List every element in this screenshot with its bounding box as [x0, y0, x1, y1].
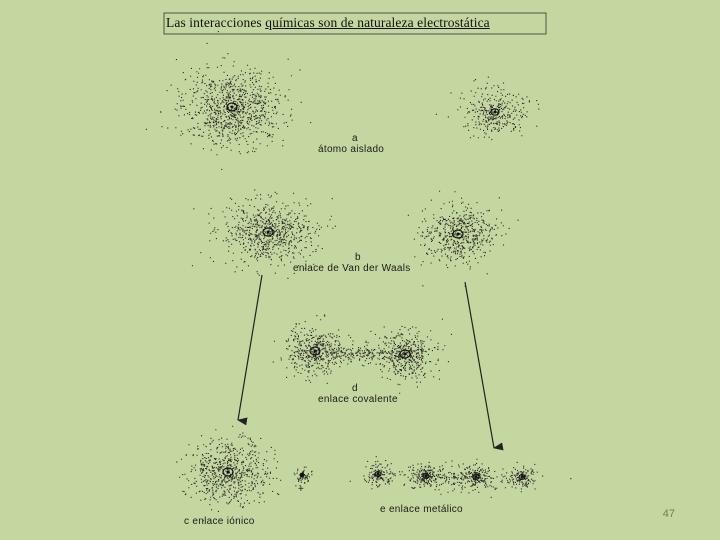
- panel-d-caption: enlace covalente: [318, 394, 398, 405]
- metal-atom-4: [502, 462, 538, 492]
- panel-d-letter: d: [352, 383, 358, 394]
- atom-right-d: [365, 319, 452, 394]
- arrow-right: [465, 282, 494, 448]
- arrow-left: [238, 275, 262, 420]
- panel-a-letter: a: [352, 133, 358, 144]
- panel-b-caption: enlace de Van der Waals: [293, 263, 411, 274]
- ion-large-c: [176, 426, 281, 521]
- atom-left-d: [273, 315, 354, 384]
- figure-title: Las interacciones químicas son de naturaleza electrostática: [166, 15, 490, 30]
- ion-charge-symbol: +: [298, 484, 305, 495]
- panel-e-caption: e enlace metálico: [380, 504, 463, 515]
- atom-small-a: [436, 77, 540, 141]
- panel-b-letter: b: [355, 252, 361, 263]
- page-number: 47: [662, 508, 675, 520]
- atom-right-b: [408, 191, 519, 287]
- panel-c-caption: c enlace iónico: [184, 516, 255, 527]
- metal-atom-1: [363, 456, 393, 489]
- electron-clouds: [146, 31, 572, 521]
- atom-large-a: [146, 31, 311, 170]
- panel-a-caption: átomo aislado: [318, 144, 385, 155]
